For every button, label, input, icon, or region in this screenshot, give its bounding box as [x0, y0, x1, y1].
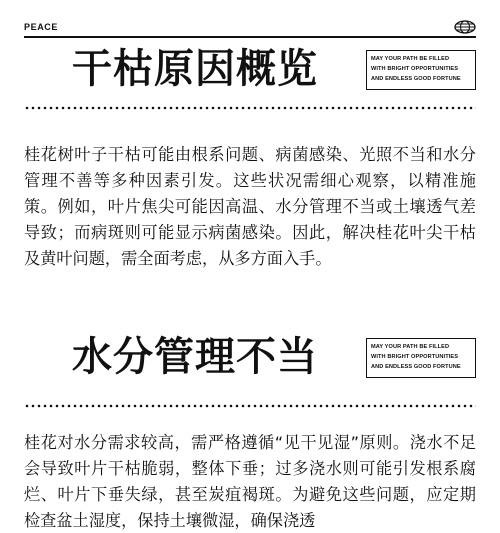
- section-header: [24, 42, 476, 102]
- section-paragraph: 桂花树叶子干枯可能由根系问题、病菌感染、光照不当和水分管理不善等多种因素引发。这些状况需细心观察，以精准施策。例如，叶片焦尖可能因高温、水分管理不当或土壤透气差导致；而病斑则可能显示病菌感染。因此，解决桂花叶尖干枯及黄叶问题，需全面考虑，从多方面入手。: [24, 145, 476, 268]
- top-bar: [24, 22, 476, 36]
- brand-label: PEACE: [24, 22, 59, 32]
- globe-icon: [454, 20, 476, 34]
- dotted-divider: [24, 404, 476, 408]
- motto-line: MAY YOUR PATH BE FILLED: [371, 56, 450, 62]
- section-title: 干枯原因概览: [72, 46, 318, 92]
- motto-line: WITH BRIGHT OPPORTUNITIES: [371, 66, 459, 72]
- motto-line: MAY YOUR PATH BE FILLED: [371, 344, 450, 350]
- section-title: 水分管理不当: [72, 334, 318, 380]
- dotted-divider: [24, 106, 476, 110]
- section-paragraph: 桂花对水分需求较高，需严格遵循“见干见湿”原则。浇水不足会导致叶片干枯脆弱，整体下垂；过多浇水则可能引发根系腐烂、叶片下垂失绿，甚至炭疽褐斑。为避免这些问题，应定期检查盆土湿度，保持土壤微湿，确保浇透: [24, 433, 476, 530]
- motto-line: AND ENDLESS GOOD FORTUNE: [371, 364, 461, 370]
- top-rule: [24, 36, 476, 38]
- motto-box: [366, 50, 476, 90]
- motto-line: AND ENDLESS GOOD FORTUNE: [371, 76, 461, 82]
- motto-line: WITH BRIGHT OPPORTUNITIES: [371, 354, 459, 360]
- section-header: [24, 330, 476, 390]
- motto-box: [366, 338, 476, 378]
